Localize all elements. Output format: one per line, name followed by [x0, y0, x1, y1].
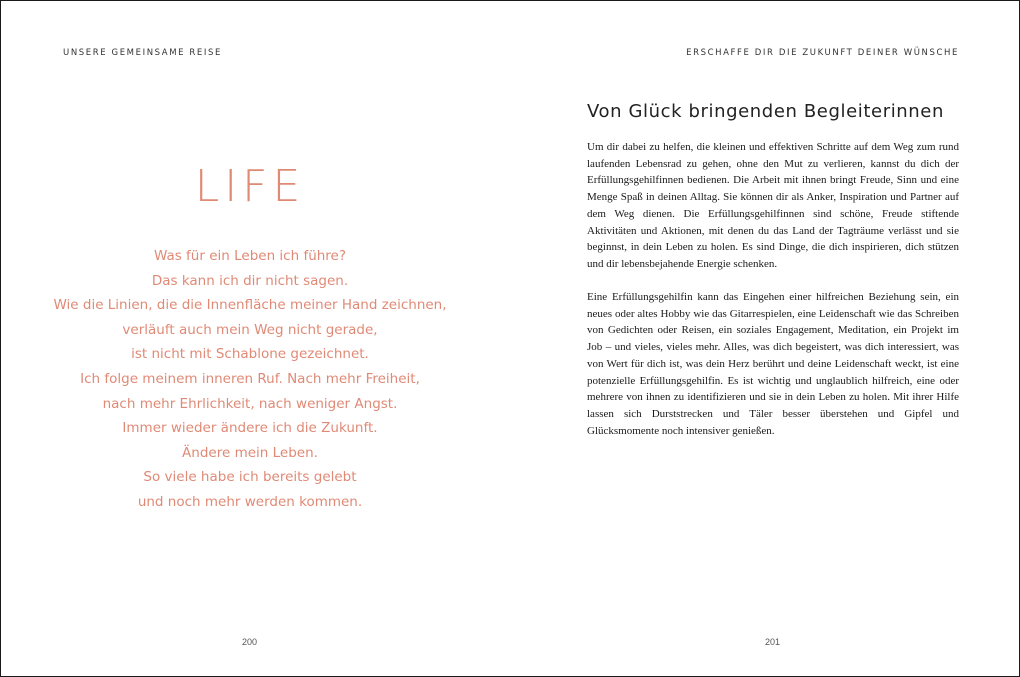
running-head-right: ERSCHAFFE DIR DIE ZUKUNFT DEINER WÜNSCHE [686, 48, 959, 58]
right-page [510, 1, 1019, 676]
poem [1, 244, 499, 515]
page-number-left: 200 [242, 637, 258, 647]
poem-line: Ändere mein Leben. [182, 444, 318, 461]
body-paragraph: Um dir dabei zu helfen, die kleinen und effektiven Schritte auf dem Weg zum rund laufenden Lebensrad zu gehen, ohne den Mut zu verlieren, kannst du dich der Erfüllungsgehilfinnen bedienen. Die Arbeit mit ihnen bringt Freude, Sinn und eine Menge Spaß in deinen Alltag. Sie können dir als Anker, Inspiration und Partner auf dem Weg dienen. Die Erfüllungsgehilfinnen sind schöne, Freude stiftende Aktivitäten und Aktionen, mit denen du das Land der Tagträume verlässt und sie beginnst, in dein Leben zu holen. Es sind Dinge, die dich inspirieren, dich stützen und dir lebensbejahende Energie schenken. [587, 141, 959, 270]
poem-line: und noch mehr werden kommen. [137, 493, 363, 510]
body-paragraph: Eine Erfüllungsgehilfin kann das Eingehen einer hilfreichen Beziehung sein, ein neues oder altes Hobby wie das Gitarrespielen, eine Leidenschaft wie das Schreiben von Gedichten oder Reisen, ein soziales Engagement, Meditation, ein Projekt im Job – und vieles, vieles mehr. Alles, was dich begeistert, was dich interessiert, was von Wert für dich ist, was dein Herz berührt und deine Leidenschaft weckt, ist eine potenzielle Erfüllungsgehilfin. Es ist wichtig und unglaublich hilfreich, eine oder mehrere von ihnen zu identifizieren und sie in dein Leben zu holen. Mit ihrer Hilfe lassen sich Durststrecken und Täler besser überstehen und Gipfel und Glücksmomente noch intensiver genießen. [587, 291, 959, 437]
page-number-right: 201 [765, 637, 781, 647]
running-head-left: UNSERE GEMEINSAME REISE [63, 48, 222, 58]
poem-line: So viele habe ich bereits gelebt [143, 469, 357, 486]
poem-line: Immer wieder ändere ich die Zukunft. [122, 420, 378, 437]
poem-line: Wie die Linien, die die Innenfläche meiner Hand zeichnen, [53, 297, 447, 314]
poem-line: Das kann ich dir nicht sagen. [151, 272, 349, 289]
poem-line: ist nicht mit Schablone gezeichnet. [131, 346, 369, 363]
poem-line: Was für ein Leben ich führe? [153, 248, 347, 264]
left-page [1, 1, 510, 676]
poem-line: verläuft auch mein Weg nicht gerade, [122, 321, 378, 338]
poem-line: Ich folge meinem inneren Ruf. Nach mehr Freiheit, [80, 370, 420, 387]
section-title: Von Glück bringenden Begleiterinnen [587, 101, 944, 122]
poem-line: nach mehr Ehrlichkeit, nach weniger Angst. [102, 395, 398, 412]
poem-title: LIFE [194, 161, 306, 212]
